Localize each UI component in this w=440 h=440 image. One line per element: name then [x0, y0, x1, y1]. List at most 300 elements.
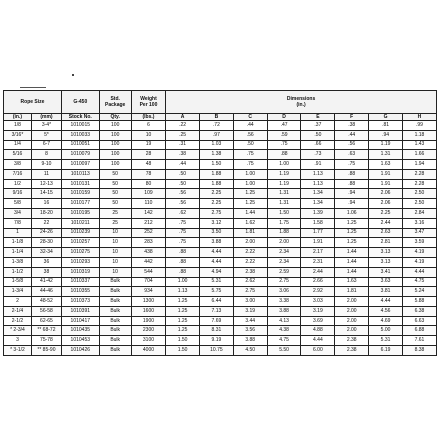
cell-rope-size-mm: 16	[31, 199, 61, 209]
cell-dim-g: 3.63	[369, 277, 403, 287]
cell-dim-g: 2.63	[369, 228, 403, 238]
cell-rope-size-in: * 3-1/2	[4, 345, 32, 355]
cell-dim-a: .88	[166, 267, 200, 277]
cell-dim-g: 3.41	[369, 267, 403, 277]
cell-weight: 1900	[131, 316, 165, 326]
cell-rope-size-mm: 44-46	[31, 287, 61, 297]
table-row	[4, 297, 437, 307]
cell-dim-h: 6.88	[402, 326, 436, 336]
cell-dim-f: 2.00	[335, 326, 369, 336]
cell-rope-size-mm: 41-42	[31, 277, 61, 287]
cell-dim-c: 4.50	[233, 345, 267, 355]
cell-dim-d: 3.88	[267, 306, 301, 316]
cell-dim-e: 1.13	[301, 169, 335, 179]
unit-in-header: (in.)	[4, 114, 32, 121]
cell-dim-c: 1.25	[233, 199, 267, 209]
cell-package-qty: 10	[99, 248, 131, 258]
cell-dim-g: 6.19	[369, 345, 403, 355]
table-row	[4, 238, 437, 248]
cell-dim-g: 4.56	[369, 306, 403, 316]
cell-package-qty: Bulk	[99, 345, 131, 355]
cell-dim-h: 4.19	[402, 257, 436, 267]
package-header-qty: Qty.	[99, 114, 131, 121]
table-row	[4, 218, 437, 228]
cell-stock-number: 1010373	[61, 297, 99, 307]
cell-dim-h: 6.38	[402, 306, 436, 316]
cell-package-qty: Bulk	[99, 306, 131, 316]
cell-dim-h: 2.84	[402, 209, 436, 219]
cell-dim-f: .38	[335, 121, 369, 131]
cell-dim-h: 6.63	[402, 316, 436, 326]
cell-dim-e: 3.69	[301, 316, 335, 326]
cell-dim-f: 2.00	[335, 306, 369, 316]
cell-rope-size-in: 3/8	[4, 160, 32, 170]
cell-dim-h: 3.59	[402, 238, 436, 248]
cell-dim-d: 1.88	[267, 228, 301, 238]
cell-dim-b: .72	[199, 121, 233, 131]
cell-dim-g: 2.44	[369, 218, 403, 228]
cell-dim-f: 2.00	[335, 297, 369, 307]
cell-dim-e: 2.17	[301, 248, 335, 258]
cell-rope-size-in: 2-1/4	[4, 306, 32, 316]
cell-rope-size-in: 1-3/4	[4, 287, 32, 297]
table-row	[4, 248, 437, 258]
cell-rope-size-in: * 2-3/4	[4, 326, 32, 336]
cell-dim-b: 4.44	[199, 248, 233, 258]
dim-header-a: A	[166, 114, 200, 121]
cell-dim-b: 2.25	[199, 199, 233, 209]
stray-line	[20, 87, 46, 88]
cell-dim-d: 2.75	[267, 277, 301, 287]
cell-dim-g: 4.44	[369, 297, 403, 307]
cell-rope-size-in: 2	[4, 297, 32, 307]
cell-rope-size-in: 1-5/8	[4, 277, 32, 287]
cell-dim-b: 7.69	[199, 316, 233, 326]
cell-rope-size-in: 7/16	[4, 169, 32, 179]
cell-stock-number: 1010275	[61, 248, 99, 258]
cell-rope-size-in: 1	[4, 228, 32, 238]
dimensions-unit: (in.)	[296, 102, 306, 108]
cell-dim-d: 2.34	[267, 248, 301, 258]
cell-dim-c: .56	[233, 130, 267, 140]
cell-dim-f: 2.00	[335, 316, 369, 326]
cell-package-qty: 50	[99, 169, 131, 179]
cell-dim-h: 5.24	[402, 287, 436, 297]
cell-dim-b: 5.31	[199, 277, 233, 287]
cell-weight: 544	[131, 267, 165, 277]
cell-dim-b: 3.12	[199, 218, 233, 228]
cell-dim-g: .94	[369, 130, 403, 140]
cell-dim-g: 1.91	[369, 179, 403, 189]
cell-dim-c: 1.81	[233, 228, 267, 238]
cell-weight: 704	[131, 277, 165, 287]
cell-rope-size-in: 5/8	[4, 199, 32, 209]
dim-header-g: G	[369, 114, 403, 121]
cell-dim-e: 4.44	[301, 336, 335, 346]
cell-dim-a: .75	[166, 218, 200, 228]
cell-rope-size-mm: 38	[31, 267, 61, 277]
cell-stock-number: 1010257	[61, 238, 99, 248]
cell-dim-f: .88	[335, 179, 369, 189]
cell-stock-number: 1010097	[61, 160, 99, 170]
g450-header-bottom: Stock No.	[61, 114, 99, 121]
weight-header-line2: Per 100	[139, 102, 158, 108]
cell-weight: 19	[131, 140, 165, 150]
table-row	[4, 130, 437, 140]
cell-dim-d: 1.50	[267, 209, 301, 219]
cell-stock-number: 1010417	[61, 316, 99, 326]
cell-dim-f: .56	[335, 140, 369, 150]
cell-stock-number: 1010319	[61, 267, 99, 277]
cell-dim-c: 3.44	[233, 316, 267, 326]
table-row	[4, 169, 437, 179]
cell-dim-h: 4.75	[402, 277, 436, 287]
cell-dim-b: 4.44	[199, 257, 233, 267]
cell-dim-a: .56	[166, 189, 200, 199]
cell-rope-size-mm: 24-26	[31, 228, 61, 238]
cell-dim-d: 1.31	[267, 189, 301, 199]
table-body	[4, 121, 437, 356]
cell-weight: 934	[131, 287, 165, 297]
cell-dim-g: 2.06	[369, 189, 403, 199]
cell-rope-size-in: 1/4	[4, 140, 32, 150]
cell-dim-c: 2.75	[233, 287, 267, 297]
cell-weight: 109	[131, 189, 165, 199]
cell-dim-b: 1.38	[199, 150, 233, 160]
cell-stock-number: 1010195	[61, 209, 99, 219]
cell-rope-size-mm: 18-20	[31, 209, 61, 219]
cell-dim-h: 5.88	[402, 297, 436, 307]
cell-dim-d: .59	[267, 130, 301, 140]
cell-rope-size-in: 3/4	[4, 209, 32, 219]
cell-dim-c: 1.25	[233, 189, 267, 199]
table-row	[4, 179, 437, 189]
cell-dim-e: 1.91	[301, 238, 335, 248]
cell-stock-number: 1010239	[61, 228, 99, 238]
cell-rope-size-mm: 75-78	[31, 336, 61, 346]
cell-package-qty: 100	[99, 150, 131, 160]
cell-dim-f: 1.25	[335, 228, 369, 238]
cell-dim-c: .50	[233, 140, 267, 150]
cell-dim-a: .44	[166, 160, 200, 170]
cell-package-qty: 50	[99, 179, 131, 189]
cell-dim-a: .56	[166, 199, 200, 209]
cell-dim-f: .75	[335, 160, 369, 170]
cell-dim-h: 2.28	[402, 179, 436, 189]
cell-dim-g: 1.31	[369, 150, 403, 160]
cell-dim-b: 2.75	[199, 209, 233, 219]
cell-rope-size-mm: 62-65	[31, 316, 61, 326]
cell-dim-c: .75	[233, 150, 267, 160]
cell-stock-number: 1010015	[61, 121, 99, 131]
cell-stock-number: 1010079	[61, 150, 99, 160]
cell-dim-g: 3.81	[369, 287, 403, 297]
cell-dim-g: 1.91	[369, 169, 403, 179]
cell-rope-size-in: 1-3/8	[4, 257, 32, 267]
g450-header-top: G-450	[61, 91, 99, 114]
cell-dim-h: 2.50	[402, 189, 436, 199]
cell-package-qty: Bulk	[99, 297, 131, 307]
cell-dim-f: .94	[335, 189, 369, 199]
dim-header-h: H	[402, 114, 436, 121]
cell-package-qty: 10	[99, 267, 131, 277]
cell-dim-b: 3.50	[199, 228, 233, 238]
package-header-line1: Std.	[110, 96, 120, 102]
cell-package-qty: 100	[99, 140, 131, 150]
cell-dim-c: 3.19	[233, 306, 267, 316]
cell-stock-number: 1010293	[61, 257, 99, 267]
cell-dim-c: .44	[233, 121, 267, 131]
table-row	[4, 306, 437, 316]
cell-rope-size-mm: 36	[31, 257, 61, 267]
cell-dim-g: 2.81	[369, 238, 403, 248]
cell-dim-b: 8.31	[199, 326, 233, 336]
dimensions-title: Dimensions	[286, 96, 316, 102]
cell-dim-d: 1.19	[267, 179, 301, 189]
dim-header-e: E	[301, 114, 335, 121]
cell-rope-size-mm: 12-13	[31, 179, 61, 189]
table-row	[4, 267, 437, 277]
cell-stock-number: 1010159	[61, 189, 99, 199]
cell-dim-a: .50	[166, 169, 200, 179]
cell-rope-size-in: 5/16	[4, 150, 32, 160]
cell-rope-size-mm: 11	[31, 169, 61, 179]
weight-header-unit: (lbs.)	[131, 114, 165, 121]
cell-dim-f: 1.81	[335, 287, 369, 297]
cell-rope-size-mm: 32-34	[31, 248, 61, 258]
cell-dim-d: 1.75	[267, 218, 301, 228]
cell-weight: 10	[131, 130, 165, 140]
cell-dim-f: 1.44	[335, 257, 369, 267]
cell-dim-a: 1.25	[166, 297, 200, 307]
dim-header-c: C	[233, 114, 267, 121]
cell-dim-g: 5.00	[369, 326, 403, 336]
cell-stock-number: 1010337	[61, 277, 99, 287]
cell-rope-size-in: 1-1/8	[4, 238, 32, 248]
cell-dim-e: 1.34	[301, 189, 335, 199]
cell-package-qty: 50	[99, 189, 131, 199]
cell-dim-f: 1.44	[335, 267, 369, 277]
cell-dim-e: .37	[301, 121, 335, 131]
cell-dim-g: 5.31	[369, 336, 403, 346]
cell-rope-size-in: 2-1/2	[4, 316, 32, 326]
cell-dim-b: 5.75	[199, 287, 233, 297]
rope-size-header: Rope Size	[4, 91, 62, 114]
cell-package-qty: Bulk	[99, 277, 131, 287]
cell-dim-b: .97	[199, 130, 233, 140]
package-header	[99, 91, 131, 114]
cell-rope-size-mm: ** 85-90	[31, 345, 61, 355]
cell-dim-e: 2.92	[301, 287, 335, 297]
cell-dim-g: .81	[369, 121, 403, 131]
cell-dim-a: .22	[166, 121, 200, 131]
cell-stock-number: 1010051	[61, 140, 99, 150]
cell-weight: 1600	[131, 306, 165, 316]
cell-dim-e: 1.34	[301, 199, 335, 209]
cell-dim-h: 2.50	[402, 199, 436, 209]
cell-stock-number: 1010131	[61, 179, 99, 189]
stray-marks	[0, 0, 440, 90]
cell-rope-size-in: 3	[4, 336, 32, 346]
cell-package-qty: 10	[99, 257, 131, 267]
cell-rope-size-in: 7/8	[4, 218, 32, 228]
cell-dim-h: 4.44	[402, 267, 436, 277]
cell-rope-size-mm: 56-58	[31, 306, 61, 316]
table-row	[4, 326, 437, 336]
cell-stock-number: 1010033	[61, 130, 99, 140]
cell-dim-h: 2.28	[402, 169, 436, 179]
cell-dim-f: 2.38	[335, 345, 369, 355]
cell-stock-number: 1010453	[61, 336, 99, 346]
cell-dim-d: 3.06	[267, 287, 301, 297]
stray-dot	[72, 74, 74, 76]
cell-rope-size-mm: 3-4*	[31, 121, 61, 131]
cell-dim-f: .88	[335, 169, 369, 179]
cell-dim-e: .66	[301, 140, 335, 150]
cell-dim-d: 2.59	[267, 267, 301, 277]
cell-rope-size-mm: 28-30	[31, 238, 61, 248]
cell-weight: 2300	[131, 326, 165, 336]
cell-dim-g: 1.63	[369, 160, 403, 170]
cell-dim-e: 6.00	[301, 345, 335, 355]
cell-weight: 110	[131, 199, 165, 209]
cell-rope-size-mm: 22	[31, 218, 61, 228]
table-row	[4, 160, 437, 170]
table-row	[4, 316, 437, 326]
cell-dim-c: 3.56	[233, 326, 267, 336]
cell-dim-c: 3.00	[233, 297, 267, 307]
cell-dim-a: .38	[166, 150, 200, 160]
cell-package-qty: 10	[99, 228, 131, 238]
cell-dim-e: 3.03	[301, 297, 335, 307]
cell-package-qty: 25	[99, 209, 131, 219]
table-row	[4, 189, 437, 199]
cell-stock-number: 1010435	[61, 326, 99, 336]
cell-package-qty: Bulk	[99, 336, 131, 346]
cell-dim-a: 1.13	[166, 287, 200, 297]
specifications-table	[3, 90, 437, 356]
cell-dim-d: 4.13	[267, 316, 301, 326]
weight-header	[131, 91, 165, 114]
table-row	[4, 336, 437, 346]
cell-dim-a: .88	[166, 248, 200, 258]
cell-package-qty: Bulk	[99, 287, 131, 297]
cell-dim-c: 1.00	[233, 179, 267, 189]
cell-dim-h: .99	[402, 121, 436, 131]
cell-weight: 438	[131, 248, 165, 258]
dim-header-f: F	[335, 114, 369, 121]
cell-weight: 212	[131, 218, 165, 228]
cell-dim-f: 1.44	[335, 248, 369, 258]
cell-dim-e: .91	[301, 160, 335, 170]
cell-dim-g: 4.69	[369, 316, 403, 326]
cell-dim-d: .75	[267, 140, 301, 150]
cell-package-qty: Bulk	[99, 316, 131, 326]
cell-dim-d: 1.31	[267, 199, 301, 209]
cell-dim-e: 1.13	[301, 179, 335, 189]
cell-dim-e: 1.77	[301, 228, 335, 238]
unit-mm-header: (mm)	[31, 114, 61, 121]
cell-rope-size-in: 1-1/2	[4, 267, 32, 277]
cell-package-qty: 100	[99, 130, 131, 140]
cell-dim-b: 1.03	[199, 140, 233, 150]
cell-stock-number: 1010391	[61, 306, 99, 316]
cell-dim-d: 5.50	[267, 345, 301, 355]
cell-weight: 80	[131, 179, 165, 189]
cell-rope-size-in: 3/16*	[4, 130, 32, 140]
cell-rope-size-mm: 5*	[31, 130, 61, 140]
cell-dim-h: 1.18	[402, 130, 436, 140]
cell-weight: 283	[131, 238, 165, 248]
cell-dim-e: 3.19	[301, 306, 335, 316]
cell-dim-e: 2.66	[301, 277, 335, 287]
cell-stock-number: 1010426	[61, 345, 99, 355]
cell-dim-h: 1.43	[402, 140, 436, 150]
cell-dim-c: 3.88	[233, 336, 267, 346]
cell-dim-a: 1.50	[166, 345, 200, 355]
cell-dim-f: .94	[335, 199, 369, 209]
cell-dim-c: 1.44	[233, 209, 267, 219]
cell-weight: 28	[131, 150, 165, 160]
cell-dim-f: 1.06	[335, 209, 369, 219]
table-row	[4, 121, 437, 131]
cell-package-qty: 10	[99, 238, 131, 248]
cell-stock-number: 1010113	[61, 169, 99, 179]
cell-dim-f: 1.63	[335, 277, 369, 287]
cell-rope-size-mm: 6-7	[31, 140, 61, 150]
cell-rope-size-in: 9/16	[4, 189, 32, 199]
cell-dim-b: 1.88	[199, 179, 233, 189]
dim-header-b: B	[199, 114, 233, 121]
cell-weight: 3100	[131, 336, 165, 346]
cell-dim-h: 8.38	[402, 345, 436, 355]
table-header	[4, 91, 437, 121]
cell-dim-a: .50	[166, 179, 200, 189]
cell-dim-b: 10.75	[199, 345, 233, 355]
cell-weight: 442	[131, 257, 165, 267]
cell-dim-e: 2.44	[301, 267, 335, 277]
cell-dim-e: .50	[301, 130, 335, 140]
cell-dim-c: 2.38	[233, 267, 267, 277]
cell-dim-b: 9.19	[199, 336, 233, 346]
cell-dim-a: 1.25	[166, 316, 200, 326]
cell-package-qty: 50	[99, 199, 131, 209]
cell-rope-size-in: 1-1/4	[4, 248, 32, 258]
cell-dim-h: 3.47	[402, 228, 436, 238]
cell-dim-a: 1.50	[166, 336, 200, 346]
cell-package-qty: 100	[99, 160, 131, 170]
table-row	[4, 140, 437, 150]
package-header-line2: Package	[105, 102, 126, 108]
cell-dim-g: 1.19	[369, 140, 403, 150]
cell-dim-d: 4.38	[267, 326, 301, 336]
cell-dim-c: 1.00	[233, 169, 267, 179]
cell-weight: 252	[131, 228, 165, 238]
cell-dim-a: .25	[166, 130, 200, 140]
cell-package-qty: Bulk	[99, 326, 131, 336]
cell-dim-c: .75	[233, 160, 267, 170]
cell-dim-h: 3.16	[402, 218, 436, 228]
cell-dim-d: 2.34	[267, 257, 301, 267]
cell-dim-c: 2.62	[233, 277, 267, 287]
cell-stock-number: 1010177	[61, 199, 99, 209]
cell-dim-d: 3.38	[267, 297, 301, 307]
cell-dim-d: 1.19	[267, 169, 301, 179]
cell-dim-d: .88	[267, 150, 301, 160]
cell-dim-d: 2.00	[267, 238, 301, 248]
table-row	[4, 345, 437, 355]
cell-dim-e: 1.39	[301, 209, 335, 219]
